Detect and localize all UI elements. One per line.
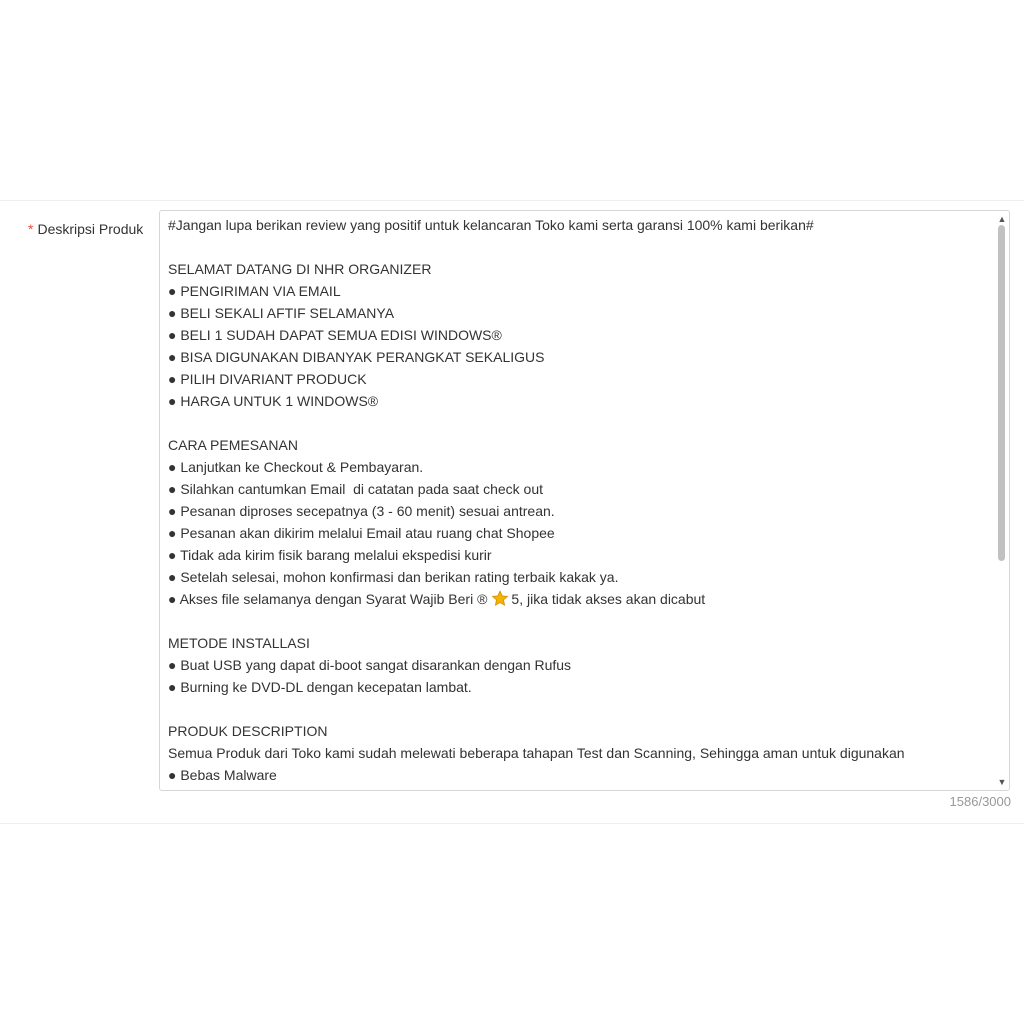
description-line: PRODUK DESCRIPTION xyxy=(168,723,328,739)
description-line: ● BISA DIGUNAKAN DIBANYAK PERANGKAT SEKALIGUS xyxy=(168,349,545,365)
scrollbar-thumb[interactable] xyxy=(998,225,1005,561)
description-line: ● BELI 1 SUDAH DAPAT SEMUA EDISI WINDOWS® xyxy=(168,327,502,343)
description-line: ● HARGA UNTUK 1 WINDOWS® xyxy=(168,393,379,409)
description-line xyxy=(168,236,991,258)
chevron-up-icon[interactable]: ▲ xyxy=(997,214,1007,224)
character-counter: 1586/3000 xyxy=(949,794,1011,809)
description-line: ● Buat USB yang dapat di-boot sangat disarankan dengan Rufus xyxy=(168,657,572,673)
description-line: ● BELI SEKALI AFTIF SELAMANYA xyxy=(168,305,395,321)
description-line: ● Burning ke DVD-DL dengan kecepatan lambat. xyxy=(168,679,472,695)
description-line xyxy=(168,698,991,720)
description-line: ● Setelah selesai, mohon konfirmasi dan berikan rating terbaik kakak ya. xyxy=(168,569,619,585)
required-marker: * xyxy=(28,221,34,237)
description-line xyxy=(168,588,991,610)
star-line-suffix: 5, jika tidak akses akan dicabut xyxy=(511,591,706,607)
description-line: ● Tidak ada kirim fisik barang melalui ekspedisi kurir xyxy=(168,547,492,563)
description-line: ● Pesanan diproses secepatnya (3 - 60 menit) sesuai antrean. xyxy=(168,503,555,519)
description-line xyxy=(168,412,991,434)
description-line: METODE INSTALLASI xyxy=(168,635,310,651)
description-line: ● PILIH DIVARIANT PRODUCK xyxy=(168,371,367,387)
star-icon xyxy=(491,590,509,607)
field-label-text: Deskripsi Produk xyxy=(37,221,144,237)
description-line: SELAMAT DATANG DI NHR ORGANIZER xyxy=(168,261,432,277)
description-line: ● Bebas Malware xyxy=(168,767,277,783)
description-line: #Jangan lupa berikan review yang positif untuk kelancaran Toko kami serta garansi 100% kami berikan# xyxy=(168,217,814,233)
description-line: CARA PEMESANAN xyxy=(168,437,298,453)
description-line: ● Silahkan cantumkan Email di catatan pada saat check out xyxy=(168,481,544,497)
description-line: ● Pesanan akan dikirim melalui Email atau ruang chat Shopee xyxy=(168,525,555,541)
description-line: Semua Produk dari Toko kami sudah melewati beberapa tahapan Test dan Scanning, Sehingga aman untuk digunakan xyxy=(168,745,905,761)
description-textarea[interactable] xyxy=(159,210,1010,791)
description-line: ● Lanjutkan ke Checkout & Pembayaran. xyxy=(168,459,424,475)
chevron-down-icon[interactable]: ▼ xyxy=(997,777,1007,787)
description-line xyxy=(168,610,991,632)
field-label xyxy=(28,221,143,237)
star-line-prefix: ● Akses file selamanya dengan Syarat Wajib Beri ® xyxy=(168,591,488,607)
textarea-scrollbar[interactable] xyxy=(995,211,1009,790)
product-description-form-row xyxy=(0,200,1024,824)
description-line: ● PENGIRIMAN VIA EMAIL xyxy=(168,283,341,299)
description-text[interactable] xyxy=(168,214,991,786)
